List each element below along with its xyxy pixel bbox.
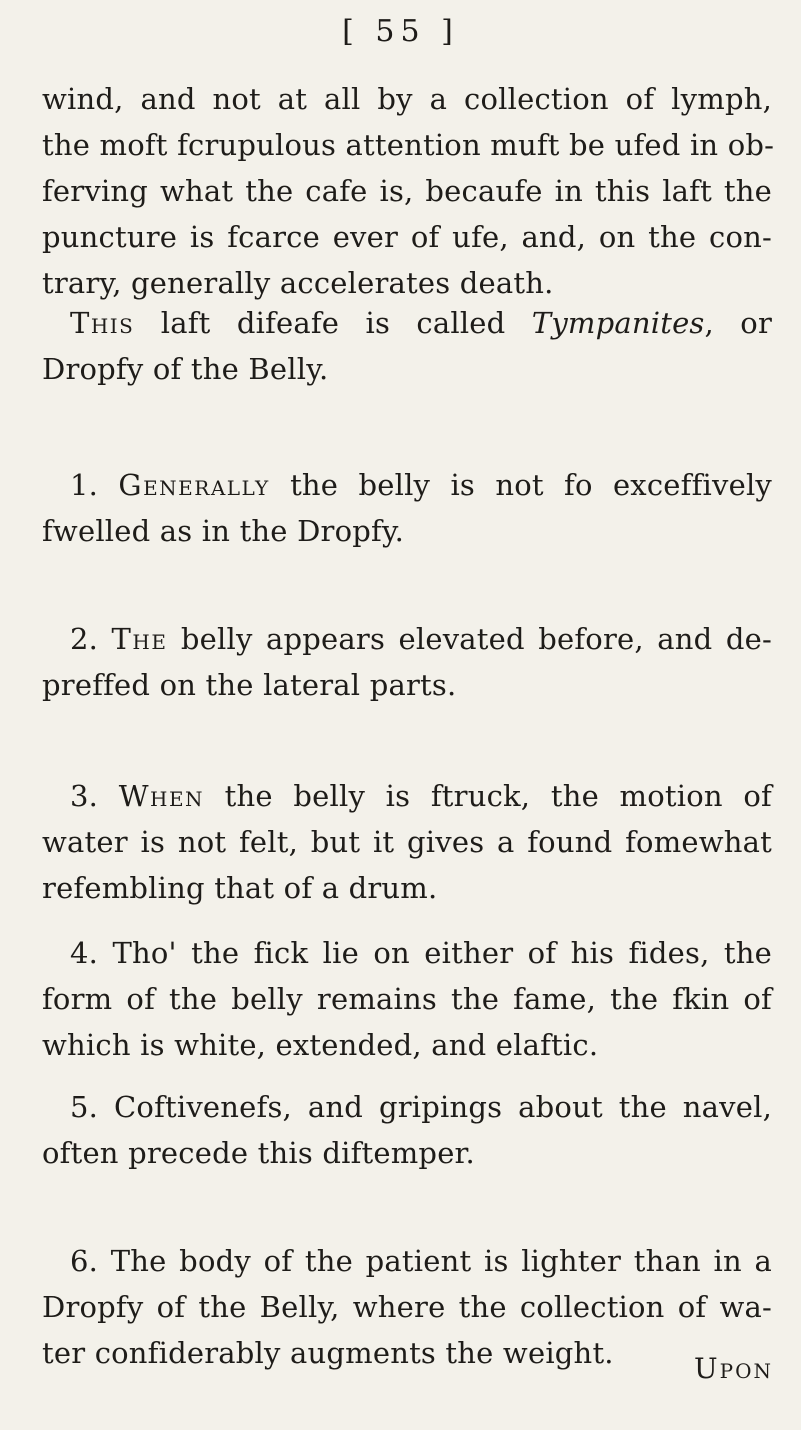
paragraph-continuation	[42, 76, 775, 306]
item-number: 5.	[70, 1090, 99, 1124]
list-item-cont	[42, 819, 772, 911]
text-line: water is not felt, but it gives a found fomewhat	[42, 825, 772, 859]
text-line: fwelled as in the Dropfy.	[42, 514, 405, 548]
text-fragment: laft difeafe is called	[134, 306, 532, 340]
text-fragment: the belly is not fo exceffively	[269, 468, 773, 502]
text-line: trary, generally accelerates death.	[42, 266, 554, 300]
text-line	[70, 462, 772, 508]
lead-word: When	[118, 779, 205, 813]
list-item	[70, 773, 772, 819]
item-number: 4.	[70, 936, 99, 970]
list-item-cont	[42, 1130, 772, 1176]
item-number: 6.	[70, 1244, 99, 1278]
list-item	[70, 1238, 772, 1284]
list-item-cont	[42, 1284, 772, 1376]
text-line: ter confiderably augments the weight.	[42, 1336, 614, 1370]
text-line: puncture is fcarce ever of ufe, and, on the con-	[42, 220, 772, 254]
text-line: which is white, extended, and elaftic.	[42, 1028, 599, 1062]
text-line: form of the belly remains the fame, the fkin of	[42, 982, 772, 1016]
list-item-cont	[42, 508, 772, 554]
lead-word: This	[70, 306, 135, 340]
text-line: refembling that of a drum.	[42, 871, 438, 905]
text-line	[70, 930, 772, 976]
catchword: Upon	[694, 1352, 773, 1385]
text-line: Dropfy of the Belly, where the collection of wa-	[42, 1290, 772, 1324]
list-item-cont	[42, 976, 772, 1068]
lead-word: Generally	[118, 468, 270, 502]
item-number: 3.	[70, 779, 99, 813]
text-line	[70, 300, 772, 346]
list-item	[70, 930, 772, 976]
text-line	[70, 1084, 772, 1130]
item-number: 1.	[70, 468, 99, 502]
item-number: 2.	[70, 622, 99, 656]
text-line: wind, and not at all by a collection of lymph,	[42, 82, 772, 116]
lead-word: The	[111, 622, 168, 656]
page-number-header: [ 55 ]	[342, 14, 459, 49]
text-line: preffed on the lateral parts.	[42, 668, 457, 702]
text-fragment: Tho' the fick lie on either of his fides, the	[98, 936, 772, 970]
text-line: the moft fcrupulous attention muft be ufed in ob-	[42, 128, 775, 162]
text-line	[70, 616, 772, 662]
text-fragment: the belly is ftruck, the motion of	[204, 779, 772, 813]
text-line	[70, 1238, 772, 1284]
paragraph-tympanites	[70, 300, 772, 346]
text-fragment: , or	[704, 306, 773, 340]
text-line	[70, 773, 772, 819]
text-fragment: belly appears elevated before, and de-	[167, 622, 772, 656]
paragraph-tympanites-cont	[42, 346, 772, 392]
text-fragment: Coftivenefs, and gripings about the navel,	[98, 1090, 772, 1124]
list-item-cont	[42, 662, 772, 708]
list-item	[70, 1084, 772, 1130]
list-item	[70, 462, 772, 508]
text-fragment: The body of the patient is lighter than in a	[98, 1244, 772, 1278]
list-item	[70, 616, 772, 662]
text-line: often precede this diftemper.	[42, 1136, 475, 1170]
text-line: Dropfy of the Belly.	[42, 352, 329, 386]
text-line: ferving what the cafe is, becaufe in this laft the	[42, 174, 772, 208]
term-tympanites: Tympanites	[531, 306, 705, 340]
